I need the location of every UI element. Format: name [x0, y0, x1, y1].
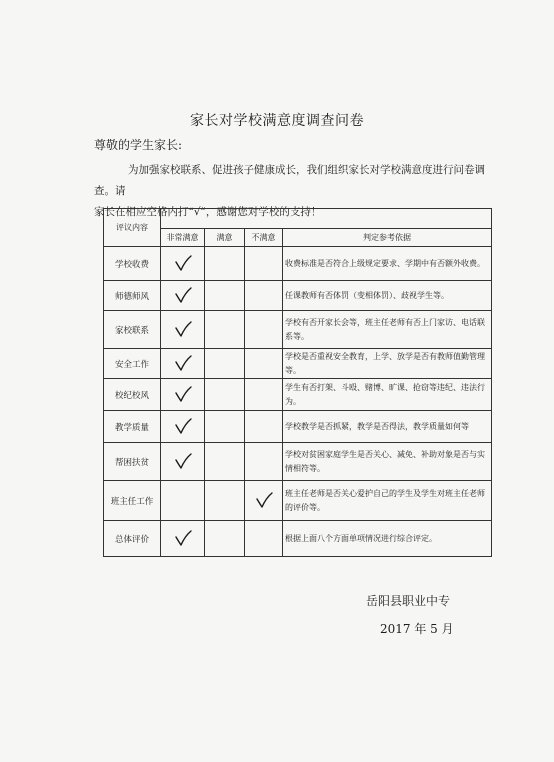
- mark-cell-very[interactable]: [161, 521, 205, 557]
- header-satisfied: 满意: [205, 229, 245, 247]
- checkmark-icon: [172, 353, 194, 373]
- header-unsatisfied: 不满意: [245, 229, 283, 247]
- mark-cell-unsatisfied[interactable]: [245, 521, 283, 557]
- row-item-label: 校纪校风: [104, 379, 161, 411]
- mark-cell-satisfied[interactable]: [205, 349, 245, 379]
- table-row: [104, 379, 492, 411]
- table-row: [104, 281, 492, 311]
- mark-cell-satisfied[interactable]: [205, 379, 245, 411]
- checkmark-icon: [172, 384, 194, 404]
- row-basis-text: 学校对贫困家庭学生是否关心、减免、补助对象是否与实情相符等。: [283, 443, 492, 481]
- mark-cell-very[interactable]: [161, 281, 205, 311]
- checkmark-icon: [253, 490, 275, 510]
- row-basis-text: 学生有否打架、斗殴、赌博、旷课、抢窃等违纪、违法行为。: [283, 379, 492, 411]
- row-basis-text: 收费标准是否符合上级规定要求、学期中有否额外收费。: [283, 247, 492, 281]
- mark-cell-unsatisfied[interactable]: [245, 311, 283, 349]
- mark-cell-unsatisfied[interactable]: [245, 481, 283, 521]
- row-item-label: 教学质量: [104, 411, 161, 443]
- mark-cell-very[interactable]: [161, 311, 205, 349]
- mark-cell-unsatisfied[interactable]: [245, 411, 283, 443]
- mark-cell-unsatisfied[interactable]: [245, 247, 283, 281]
- intro-line-2: 家长在相应空格内打“√”，感谢您对学校的支持！: [94, 206, 322, 218]
- table-row: [104, 411, 492, 443]
- checkmark-icon: [172, 285, 194, 305]
- mark-cell-very[interactable]: [161, 349, 205, 379]
- mark-cell-very[interactable]: [161, 247, 205, 281]
- mark-cell-satisfied[interactable]: [205, 411, 245, 443]
- mark-cell-unsatisfied[interactable]: [245, 349, 283, 379]
- mark-cell-satisfied[interactable]: [205, 481, 245, 521]
- mark-cell-very[interactable]: [161, 411, 205, 443]
- signature-organization: 岳阳县职业中专: [366, 594, 451, 608]
- row-item-label: 安全工作: [104, 349, 161, 379]
- row-basis-text: 学校教学是否抓紧，教学是否得法，教学质量如何等: [283, 411, 492, 443]
- header-basis: 判定参考依据: [283, 229, 492, 247]
- table-row: [104, 247, 492, 281]
- header-spacer: [161, 209, 492, 229]
- checkmark-icon: [172, 451, 194, 471]
- row-basis-text: 任课教师有否体罚（变相体罚）、歧视学生等。: [283, 281, 492, 311]
- mark-cell-unsatisfied[interactable]: [245, 379, 283, 411]
- checkmark-icon: [172, 416, 194, 436]
- mark-cell-satisfied[interactable]: [205, 281, 245, 311]
- mark-cell-satisfied[interactable]: [205, 443, 245, 481]
- row-basis-text: 学校有否开家长会等，班主任老师有否上门家访、电话联系等。: [283, 311, 492, 349]
- document-title: 家长对学校满意度调查问卷: [190, 113, 364, 129]
- survey-table: [103, 208, 492, 557]
- row-basis-text: 学校是否重视安全教育，上学、放学是否有教师值勤管理等。: [283, 349, 492, 379]
- mark-cell-very[interactable]: [161, 481, 205, 521]
- row-item-label: 家校联系: [104, 311, 161, 349]
- checkmark-icon: [172, 253, 194, 273]
- row-basis-text: 根据上面八个方面单项情况进行综合评定。: [283, 521, 492, 557]
- table-row: [104, 521, 492, 557]
- greeting: 尊敬的学生家长:: [94, 138, 183, 152]
- header-item: 评议内容: [104, 209, 161, 247]
- intro-line-1: 为加强家校联系、促进孩子健康成长，我们组织家长对学校满意度进行问卷调查。请: [94, 164, 485, 197]
- table-row: [104, 443, 492, 481]
- mark-cell-satisfied[interactable]: [205, 521, 245, 557]
- row-item-label: 帮困扶贫: [104, 443, 161, 481]
- checkmark-icon: [172, 528, 194, 548]
- table-row: [104, 481, 492, 521]
- row-item-label: 总体评价: [104, 521, 161, 557]
- table-row: [104, 349, 492, 379]
- mark-cell-very[interactable]: [161, 379, 205, 411]
- table-row: [104, 311, 492, 349]
- row-item-label: 班主任工作: [104, 481, 161, 521]
- row-basis-text: 班主任老师是否关心爱护自己的学生及学生对班主任老师的评价等。: [283, 481, 492, 521]
- checkmark-icon: [172, 319, 194, 339]
- mark-cell-satisfied[interactable]: [205, 247, 245, 281]
- row-item-label: 学校收费: [104, 247, 161, 281]
- signature-date: 2017 年 5 月: [380, 622, 454, 636]
- mark-cell-unsatisfied[interactable]: [245, 443, 283, 481]
- header-very-satisfied: 非常满意: [161, 229, 205, 247]
- row-item-label: 师德师风: [104, 281, 161, 311]
- mark-cell-satisfied[interactable]: [205, 311, 245, 349]
- mark-cell-very[interactable]: [161, 443, 205, 481]
- mark-cell-unsatisfied[interactable]: [245, 281, 283, 311]
